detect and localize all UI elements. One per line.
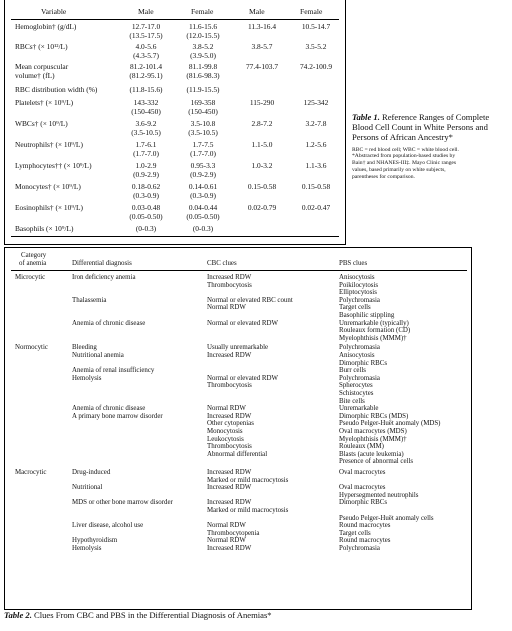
t2-cell-diagnosis: Hemolysis (72, 374, 102, 382)
table1-footnote-line: parentheses for comparison. (352, 173, 415, 180)
t2-cell-cbc: Marked or mild macrocytosis (207, 476, 289, 484)
t1-cell (15, 63, 68, 80)
t1-cell-value: 115-290 (249, 98, 275, 107)
t1-cell-value: RBCs† (× 10¹²/L) (15, 42, 68, 51)
t2-row (5, 477, 471, 485)
t1-cell-value-secondary: (0.05-0.50) (129, 211, 163, 221)
t2-row (5, 443, 471, 451)
t2-row (5, 398, 471, 406)
t1-header-rule (11, 19, 339, 20)
t2-cell-pbs: Bite cells (339, 397, 365, 405)
t2-row (5, 451, 471, 459)
t2-cell-cbc: Increased RDW (207, 545, 252, 552)
t1-cell (173, 43, 233, 60)
t2-cell-pbs: Anisocytosis (339, 274, 375, 281)
table2-caption-label: Table 2. (4, 610, 32, 620)
t2-header-rule (11, 270, 467, 271)
t2-row (5, 360, 471, 368)
t2-cell-cbc: Normal RDW (207, 537, 246, 545)
t2-cell-pbs: Blasts (acute leukemia) (339, 450, 404, 458)
t2-cell-pbs: Pseudo Pelger-Huët anomaly cells (339, 514, 434, 522)
t2-row (5, 367, 471, 375)
t1-cell (15, 225, 73, 234)
t2-cell-cbc: Usually unremarkable (207, 344, 269, 352)
t2-row (5, 530, 471, 538)
t1-cell (173, 141, 233, 158)
t2-cell-category: Normocytic (15, 344, 48, 352)
t1-cell-value: 0.04-0.44 (188, 203, 218, 212)
t2-cell-diagnosis: Anemia of chronic disease (72, 319, 146, 327)
t1-cell-value-secondary: (1.7-7.0) (190, 148, 216, 158)
t2-row (5, 515, 471, 523)
t2-row (5, 522, 471, 530)
t1-cell (15, 120, 68, 129)
t1-cell-value: (0-0.3) (135, 224, 157, 233)
t1-cell (173, 204, 233, 221)
t1-cell (236, 63, 288, 72)
t1-cell-value: Platelets† (× 10⁹/L) (15, 98, 74, 107)
t1-cell (116, 225, 176, 234)
t1-cell-value: 0.15-0.58 (247, 182, 277, 191)
t2-cell-pbs: Target cells (339, 529, 371, 537)
t1-cell-value-secondary: (150-450) (131, 106, 161, 116)
t1-cell (236, 99, 288, 108)
table2-caption-title: Clues From CBC and PBS in the Differential Diagnosis of Anemias* (31, 610, 272, 620)
t1-cell-value: 11.3-16.4 (247, 22, 277, 31)
t1-cell-value-secondary: (3.9-5.0) (190, 50, 216, 60)
t1-cell-value: (11.8-15.6) (129, 85, 163, 94)
t2-cell-diagnosis: MDS or other bone marrow disorder (72, 499, 173, 507)
t1-cell (15, 141, 83, 150)
t1-cell (173, 183, 233, 200)
t2-cell-pbs: Basophilic stippling (339, 312, 395, 319)
t2-cell-cbc: Increased RDW (207, 469, 252, 476)
t2-row (5, 274, 471, 282)
t2-row (5, 304, 471, 312)
t1-cell (236, 23, 288, 32)
t1-cell (15, 23, 76, 32)
t2-header-category-line2: of anemia (19, 260, 47, 267)
t1-cell-value: 0.18-0.62 (131, 182, 161, 191)
t2-cell-category: Macrocytic (15, 469, 47, 476)
t1-cell-value: 3.6-9.2 (135, 119, 157, 128)
t1-cell-value-secondary: (3.5-10.5) (188, 127, 218, 137)
t2-cell-pbs: Target cells (339, 304, 371, 312)
t1-cell-value-secondary: (81.2-95.1) (129, 70, 163, 80)
table1-caption-label: Table 1. (352, 112, 380, 122)
t2-cell-diagnosis: Nutritional anemia (72, 352, 124, 359)
t1-cell-value: 81.2-101.4 (129, 62, 163, 71)
t1-cell (116, 23, 176, 40)
t2-cell-cbc: Normal or elevated RDW (207, 374, 278, 382)
t2-cell-pbs: Unremarkable (typically) (339, 319, 409, 327)
t1-cell (288, 204, 344, 213)
t2-cell-pbs: Oval macrocytes (339, 469, 386, 476)
t2-row (5, 375, 471, 383)
t2-row (5, 537, 471, 545)
t2-cell-pbs: Dimorphic RBCs (339, 499, 388, 507)
t2-cell-cbc: Monocytosis (207, 428, 243, 435)
t2-cell-pbs: Polychromasia (339, 296, 380, 304)
t1-cell (15, 86, 97, 95)
t2-row (5, 436, 471, 444)
table1-frame (4, 0, 346, 245)
t1-cell-value: 125-342 (303, 98, 329, 107)
t1-cell-value: 1.2-5.6 (305, 140, 327, 149)
t1-cell-value: 3.5-10.8 (190, 119, 216, 128)
t2-cell-pbs: Schistocytes (339, 390, 374, 397)
t1-bottom-rule (11, 236, 339, 237)
t2-cell-cbc: Thrombocytosis (207, 382, 252, 390)
t2-cell-pbs: Presence of abnormal cells (339, 458, 414, 466)
t2-cell-cbc: Increased RDW (207, 352, 252, 359)
t2-cell-diagnosis: Drug-induced (72, 469, 111, 476)
t1-cell-value: (0-0.3) (192, 224, 214, 233)
t2-cell-diagnosis: Nutritional (72, 484, 103, 492)
t1-cell-value-secondary: (13.5-17.5) (129, 30, 163, 40)
t2-cell-pbs: Oval macrocytes (MDS) (339, 428, 407, 435)
t1-cell-value: Basophils (× 10⁹/L) (15, 224, 74, 233)
t1-cell-value: 2.8-7.2 (251, 119, 273, 128)
t1-cell-value-secondary: (0.9-2.9) (190, 169, 216, 179)
t2-header-category-line1: Category (21, 252, 47, 259)
t1-cell-value: 3.5-5.2 (305, 42, 327, 51)
t1-cell-value-secondary: (0.3-0.9) (133, 190, 159, 200)
t1-cell (288, 183, 344, 192)
t1-cell-value: 0.15-0.58 (301, 182, 331, 191)
t2-row (5, 335, 471, 343)
t2-row (5, 352, 471, 360)
t1-cell-value: 143-332 (133, 98, 159, 107)
t2-cell-cbc: Increased RDW (207, 499, 252, 507)
t1-cell-value-secondary: (81.6-98.3) (186, 70, 220, 80)
t1-cell (288, 141, 344, 150)
t2-row (5, 499, 471, 507)
t1-cell (116, 162, 176, 179)
t2-cell-pbs: Polychromasia (339, 374, 380, 382)
t2-row (5, 327, 471, 335)
t2-row (5, 405, 471, 413)
t2-cell-pbs: Burr cells (339, 367, 366, 375)
t1-cell (116, 63, 176, 80)
t1-cell-value: 11.6-15.6 (188, 22, 218, 31)
t2-cell-diagnosis: Hemolysis (72, 545, 102, 552)
t1-cell-value: Lymphocytes†† (× 10⁹/L) (15, 161, 92, 170)
t2-cell-cbc: Normal or elevated RDW (207, 319, 278, 327)
t1-cell-value: 81.1-99.8 (188, 62, 218, 71)
t2-cell-diagnosis: Anemia of chronic disease (72, 405, 146, 413)
t1-cell-value: 3.2-7.8 (305, 119, 327, 128)
t1-cell-value: 1.0-3.2 (251, 161, 273, 170)
t1-cell (288, 162, 344, 171)
t1-header-male-2: Male (249, 7, 265, 16)
t2-cell-cbc: Normal RDW (207, 522, 246, 530)
t1-cell (173, 99, 233, 116)
t1-cell-value: 3.8-5.7 (251, 42, 273, 51)
t1-cell (116, 86, 176, 95)
t1-cell (116, 204, 176, 221)
t2-cell-diagnosis: Hypothyroidism (72, 537, 118, 545)
t1-cell-value-secondary: (4.3-5.7) (133, 50, 159, 60)
t2-row (5, 492, 471, 500)
t2-cell-cbc: Thrombocytosis (207, 281, 252, 289)
t2-cell-cbc: Normal RDW (207, 304, 246, 312)
t1-cell (173, 86, 233, 95)
t2-cell-diagnosis: A primary bone marrow disorder (72, 412, 163, 420)
t2-cell-pbs: Dimorphic RBCs (MDS) (339, 412, 409, 420)
t2-row (5, 320, 471, 328)
t1-cell-value: Monocytes† (× 10⁹/L) (15, 182, 81, 191)
t2-cell-cbc: Increased RDW (207, 274, 252, 281)
t1-cell (288, 99, 344, 108)
t2-cell-pbs: Myelophthisis (MMM)† (339, 435, 407, 443)
t2-cell-cbc: Thrombocytopenia (207, 529, 260, 537)
t1-cell (236, 43, 288, 52)
t2-row (5, 289, 471, 297)
t1-cell-value: 0.95-3.3 (190, 161, 216, 170)
t1-cell-value: 0.02-0.79 (247, 203, 277, 212)
table1-footnote-line: *Abstracted from population-based studies by (352, 153, 456, 160)
t2-row (5, 420, 471, 428)
t2-row (5, 413, 471, 421)
t1-cell-value: 0.02-0.47 (301, 203, 331, 212)
t2-header-pbs: PBS clues (339, 260, 368, 267)
t1-header-male-1: Male (138, 7, 154, 16)
t2-row (5, 282, 471, 290)
t1-cell (173, 225, 233, 234)
t2-row (5, 469, 471, 477)
t2-cell-pbs: Unremarkable (339, 405, 379, 413)
t2-row (5, 428, 471, 436)
t2-cell-diagnosis: Thalassemia (72, 296, 107, 304)
table1-caption-title: Reference Ranges of Complete Blood Cell Count in White Persons and Persons of African Ancestry* (352, 112, 490, 143)
t1-cell-value-secondary: (3.5-10.5) (131, 127, 161, 137)
t2-cell-diagnosis: Bleeding (72, 344, 97, 352)
t2-cell-cbc: Other cytopenias (207, 420, 254, 428)
t1-cell-value-secondary: (150-450) (188, 106, 218, 116)
t1-cell (173, 162, 233, 179)
t2-row (5, 458, 471, 466)
table2-caption (4, 610, 272, 620)
t1-cell-value-secondary: (0.3-0.9) (190, 190, 216, 200)
t2-cell-pbs: Rouleaux (MM) (339, 443, 384, 451)
t2-row (5, 545, 471, 553)
t2-row (5, 382, 471, 390)
t2-cell-cbc: Increased RDW (207, 412, 252, 420)
t1-cell (173, 63, 233, 80)
t1-cell-value: 74.2-100.9 (299, 62, 333, 71)
t2-row (5, 344, 471, 352)
t2-cell-cbc: Marked or mild macrocytosis (207, 507, 289, 514)
t1-cell-value: Mean corpuscular (15, 62, 69, 71)
t1-cell-value: 1.0-2.9 (135, 161, 157, 170)
t1-cell (173, 23, 233, 40)
t2-row (5, 507, 471, 515)
t1-cell (288, 43, 344, 52)
t2-cell-pbs: Oval macrocytes (339, 484, 386, 492)
t2-cell-pbs: Polychromasia (339, 344, 380, 352)
t2-cell-pbs: Polychromasia (339, 545, 380, 552)
table1-caption (352, 112, 512, 181)
t1-cell-value: 1.7-7.5 (192, 140, 214, 149)
t2-cell-pbs: Pseudo Pelger-Huët anomaly (MDS) (339, 420, 441, 428)
t1-cell-value: Neutrophils† (× 10⁹/L) (15, 140, 83, 149)
t2-cell-diagnosis: Anemia of renal insufficiency (72, 367, 155, 375)
t2-header-cbc: CBC clues (207, 260, 237, 267)
t1-cell (288, 63, 344, 72)
t1-cell (173, 120, 233, 137)
t2-cell-pbs: Round macrocytes (339, 522, 391, 530)
t1-cell (15, 99, 73, 108)
t1-cell-value: (11.9-15.5) (186, 85, 220, 94)
t2-row (5, 297, 471, 305)
t1-cell-value: 169-358 (190, 98, 216, 107)
t1-header-female-2: Female (300, 7, 323, 16)
t1-cell (236, 204, 288, 213)
t1-cell-value: 1.1-5.0 (251, 140, 273, 149)
t2-header-differential: Differential diagnosis (72, 260, 132, 267)
t1-cell-value: 10.5-14.7 (301, 22, 331, 31)
t1-cell-value-secondary: (1.7-7.0) (133, 148, 159, 158)
t2-cell-cbc: Thrombocytosis (207, 443, 252, 451)
t2-cell-cbc: Normal RDW (207, 405, 246, 413)
t1-cell-value: 1.7-6.1 (135, 140, 157, 149)
t2-row (5, 312, 471, 320)
t2-cell-cbc: Abnormal differential (207, 450, 268, 458)
t2-cell-cbc: Increased RDW (207, 484, 252, 492)
t1-cell (288, 23, 344, 32)
t1-cell (15, 43, 68, 52)
t2-cell-pbs: Elliptocytosis (339, 289, 377, 297)
t2-cell-category: Microcytic (15, 274, 46, 281)
t1-cell-value-secondary: (12.0-15.5) (186, 30, 220, 40)
t2-cell-diagnosis: Liver disease, alcohol use (72, 522, 144, 530)
t1-cell (15, 162, 92, 171)
t1-cell-value: 1.1-3.6 (305, 161, 327, 170)
t2-cell-pbs: Myelophthisis (MMM)† (339, 334, 407, 342)
t1-cell-value: RBC distribution width (%) (15, 85, 98, 94)
t1-cell (116, 99, 176, 116)
t1-cell (15, 183, 81, 192)
t1-cell-value: Hemoglobin† (g/dL) (15, 22, 77, 31)
t2-cell-pbs: Rouleaux formation (CD) (339, 327, 411, 335)
t1-cell-value: WBCs† (× 10⁹/L) (15, 119, 68, 128)
t2-cell-cbc: Normal or elevated RBC count (207, 296, 293, 304)
t1-cell (236, 141, 288, 150)
table1-footnote-line: values, based primarily on white subjects, (352, 167, 446, 173)
t1-cell-value: Eosinophils† (× 10⁹/L) (15, 203, 83, 212)
t1-cell-value: 0.03-0.48 (131, 203, 161, 212)
t1-header-variable: Variable (41, 7, 67, 16)
table1-footnote-line: Bain† and NHANES-III‡. Mayo Clinic ranges (352, 160, 457, 167)
t2-row (5, 484, 471, 492)
t1-cell (236, 183, 288, 192)
t1-cell (116, 183, 176, 200)
t1-cell (236, 162, 288, 171)
t2-cell-pbs: Spherocytes (339, 382, 373, 390)
t2-cell-pbs: Dimorphic RBCs (339, 359, 388, 367)
t1-cell-value-secondary: volume† (fL) (15, 70, 55, 80)
t2-row (5, 390, 471, 398)
table1-footnote-line: RBC = red blood cell; WBC = white blood cell. (352, 146, 459, 153)
t1-cell-value: 12.7-17.0 (131, 22, 161, 31)
t1-cell (116, 141, 176, 158)
t1-cell (15, 204, 83, 213)
t1-cell-value-secondary: (0.9-2.9) (133, 169, 159, 179)
t1-cell-value-secondary: (0.05-0.50) (186, 211, 220, 221)
t2-cell-cbc: Leukocytosis (207, 435, 244, 443)
t2-cell-pbs: Anisocytosis (339, 352, 375, 359)
t1-cell (116, 120, 176, 137)
t2-cell-diagnosis: Iron deficiency anemia (72, 274, 136, 281)
t1-cell (236, 120, 288, 129)
t1-header-female-1: Female (191, 7, 214, 16)
t2-cell-pbs: Round macrocytes (339, 537, 391, 545)
t1-cell-value: 0.14-0.61 (188, 182, 218, 191)
t1-cell (116, 43, 176, 60)
t1-cell-value: 3.8-5.2 (192, 42, 214, 51)
t1-cell-value: 77.4-103.7 (245, 62, 279, 71)
t1-cell-value: 4.0-5.6 (135, 42, 157, 51)
table2-frame (4, 247, 472, 610)
t2-cell-pbs: Hypersegmented neutrophils (339, 491, 419, 499)
table1-footnote (352, 147, 512, 181)
t2-cell-pbs: Poikilocytosis (339, 281, 379, 289)
t1-cell (288, 120, 344, 129)
